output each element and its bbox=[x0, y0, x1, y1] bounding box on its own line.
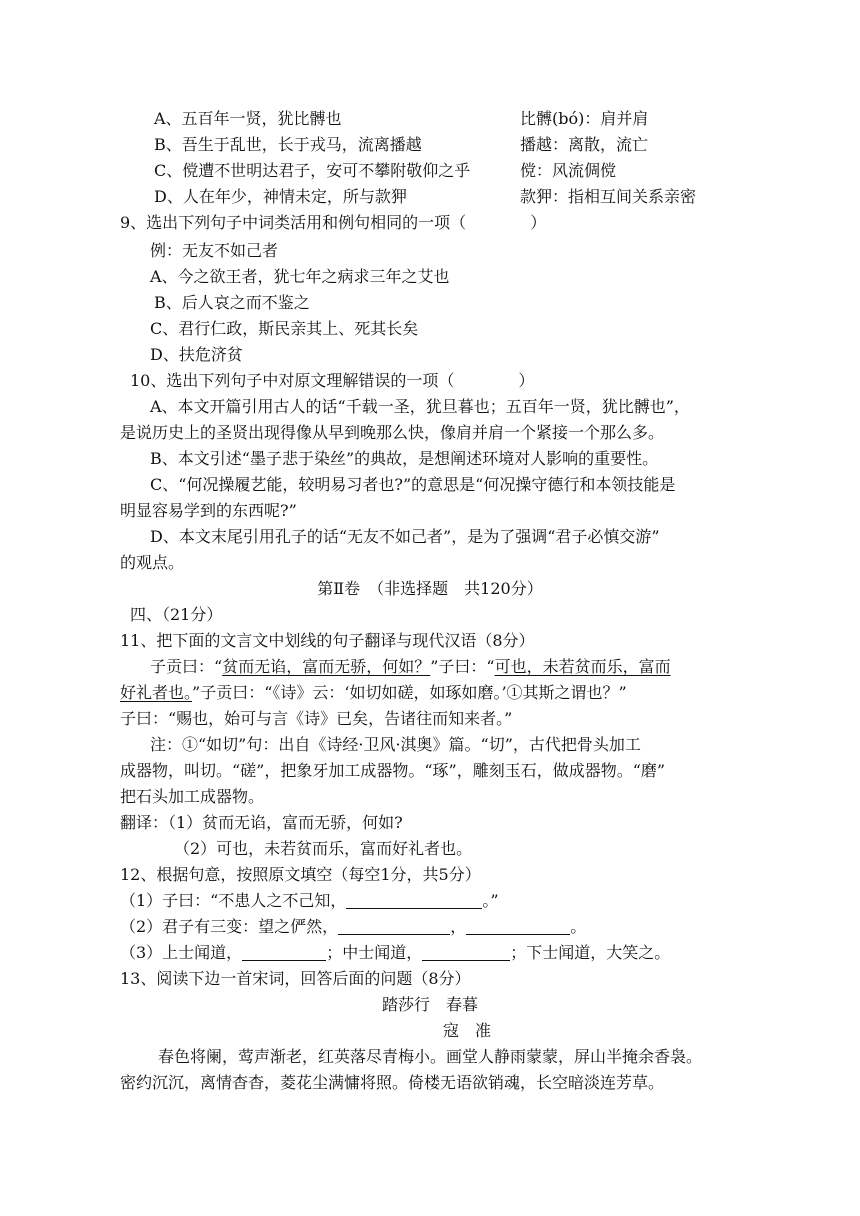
q12-stem: 12、根据句意，按照原文填空（每空1分，共5分） bbox=[120, 865, 481, 884]
q10-line-4: C、“何况操履艺能，较明易习者也?”的意思是“何况操守德行和本领技能是 bbox=[150, 475, 676, 494]
q12-blank-3[interactable] bbox=[466, 918, 570, 935]
q12-item-2-post: 。 bbox=[570, 917, 587, 936]
q12-item-2-pre: （2）君子有三变：望之俨然， bbox=[120, 917, 339, 936]
poem-title: 踏莎行 春暮 bbox=[381, 995, 478, 1014]
q11-note-line-1: 注：①“如切”句：出自《诗经·卫风·淇奥》篇。“切”，古代把骨头加工 bbox=[150, 735, 641, 754]
q12-item-3-pre: （3）上士闻道， bbox=[120, 943, 243, 962]
q11-translation-1: 翻译：（1）贫而无谄，富而无骄，何如? bbox=[120, 813, 403, 832]
q11-translation-2: （2）可也，未若贫而乐，富而好礼者也。 bbox=[174, 839, 473, 858]
q8-option-c: C、傥遭不世明达君子，安可不攀附敬仰之乎 bbox=[154, 161, 471, 180]
q10-line-5: 明显容易学到的东西呢?” bbox=[120, 501, 297, 520]
q11-p1-mid: ”子曰：“ bbox=[430, 657, 495, 676]
q10-line-7: 的观点。 bbox=[120, 553, 185, 572]
poem-author: 寇 准 bbox=[443, 1021, 492, 1040]
q11-underlined-2b: 好礼者也。 bbox=[120, 683, 193, 702]
q12-item-1 bbox=[120, 890, 499, 912]
q11-note-line-2: 成器物，叫切。“磋”，把象牙加工成器物。“琢”，雕刻玉石，做成器物。“磨” bbox=[120, 761, 666, 780]
q12-blank-5[interactable] bbox=[422, 944, 510, 961]
q12-blank-1[interactable] bbox=[346, 892, 482, 909]
q9-option-d: D、扶危济贫 bbox=[150, 345, 243, 364]
q9-option-a: A、今之欲王者，犹七年之病求三年之艾也 bbox=[150, 267, 450, 286]
q8-option-b: B、吾生于乱世，长于戎马，流离播越 bbox=[154, 135, 422, 154]
q13-stem: 13、阅读下边一首宋词，回答后面的问题（8分） bbox=[120, 969, 471, 988]
q8-note-c: 傥：风流倜傥 bbox=[520, 161, 617, 180]
q8-note-a: 比髆(bó)：肩并肩 bbox=[520, 109, 649, 128]
q9-paren-close: ） bbox=[530, 213, 547, 232]
q11-passage-line-2 bbox=[120, 682, 627, 704]
q10-line-3: B、本文引述“墨子悲于染丝”的典故，是想阐述环境对人影响的重要性。 bbox=[150, 449, 659, 468]
q8-note-d: 款狎：指相互间关系亲密 bbox=[520, 187, 697, 206]
q9-stem-text: 9、选出下列句子中词类活用和例句相同的一项（ bbox=[120, 213, 467, 232]
q12-item-3-mid2: ；下士闻道，大笑之。 bbox=[510, 943, 671, 962]
q12-blank-2[interactable] bbox=[338, 918, 450, 935]
q9-option-b: B、后人哀之而不鉴之 bbox=[154, 293, 310, 312]
part2-section: 四、（21分） bbox=[130, 605, 223, 624]
q10-stem-text: 10、选出下列句子中对原文理解错误的一项（ bbox=[130, 371, 455, 390]
q11-underlined-2a: 可也，未若贫而乐，富而 bbox=[494, 657, 671, 676]
q8-note-b: 播越：离散，流亡 bbox=[520, 135, 649, 154]
q9-stem bbox=[120, 212, 546, 234]
q8-option-d: D、人在年少，神情未定，所与款狎 bbox=[154, 187, 407, 206]
q10-line-6: D、本文末尾引用孔子的话“无友不如己者”，是为了强调“君子必慎交游” bbox=[150, 527, 660, 546]
q10-paren-close: ） bbox=[518, 371, 535, 390]
q10-line-1: A、本文开篇引用古人的话“千载一圣，犹旦暮也；五百年一贤，犹比髆也”， bbox=[150, 397, 690, 416]
q11-underlined-1: 贫而无谄，富而无骄，何如？ bbox=[222, 657, 431, 676]
q10-line-2: 是说历史上的圣贤出现得像从早到晚那么快，像肩并肩一个紧接一个那么多。 bbox=[120, 423, 665, 442]
q12-blank-4[interactable] bbox=[242, 944, 326, 961]
poem-line-2: 密约沉沉，离情杳杳，菱花尘满慵将照。倚楼无语欲销魂，长空暗淡连芳草。 bbox=[120, 1073, 665, 1092]
q12-item-3-mid1: ；中士闻道， bbox=[326, 943, 423, 962]
q12-item-2-sep: ， bbox=[450, 917, 467, 936]
q11-note-line-3: 把石头加工成器物。 bbox=[120, 787, 265, 806]
poem-line-1: 春色将阑，莺声渐老，红英落尽青梅小。画堂人静雨蒙蒙，屏山半掩余香袅。 bbox=[158, 1047, 703, 1066]
q12-item-1-pre: （1）子曰：“不患人之不己知， bbox=[120, 891, 347, 910]
q12-item-1-post: 。” bbox=[482, 891, 499, 910]
q10-stem bbox=[130, 370, 534, 392]
q11-passage-line-3: 子曰：“赐也，始可与言《诗》已矣，告诸往而知来者。” bbox=[120, 709, 513, 728]
part2-title: 第Ⅱ卷 （非选择题 共120分） bbox=[317, 579, 543, 598]
q9-option-c: C、君行仁政，斯民亲其上、死其长矣 bbox=[150, 319, 419, 338]
q11-stem: 11、把下面的文言文中划线的句子翻译与现代汉语（8分） bbox=[120, 631, 535, 650]
q11-p2-rest: ”子贡曰：“《诗》云：‘如切如磋，如琢如磨。’①其斯之谓也？” bbox=[192, 683, 627, 702]
q8-option-a: A、五百年一贤，犹比髆也 bbox=[154, 109, 342, 128]
q11-p1-pre: 子贡曰：“ bbox=[150, 657, 223, 676]
q12-item-3 bbox=[120, 942, 670, 964]
q11-passage-line-1 bbox=[150, 656, 671, 678]
q9-example: 例：无友不如己者 bbox=[150, 241, 279, 260]
q12-item-2 bbox=[120, 916, 586, 938]
